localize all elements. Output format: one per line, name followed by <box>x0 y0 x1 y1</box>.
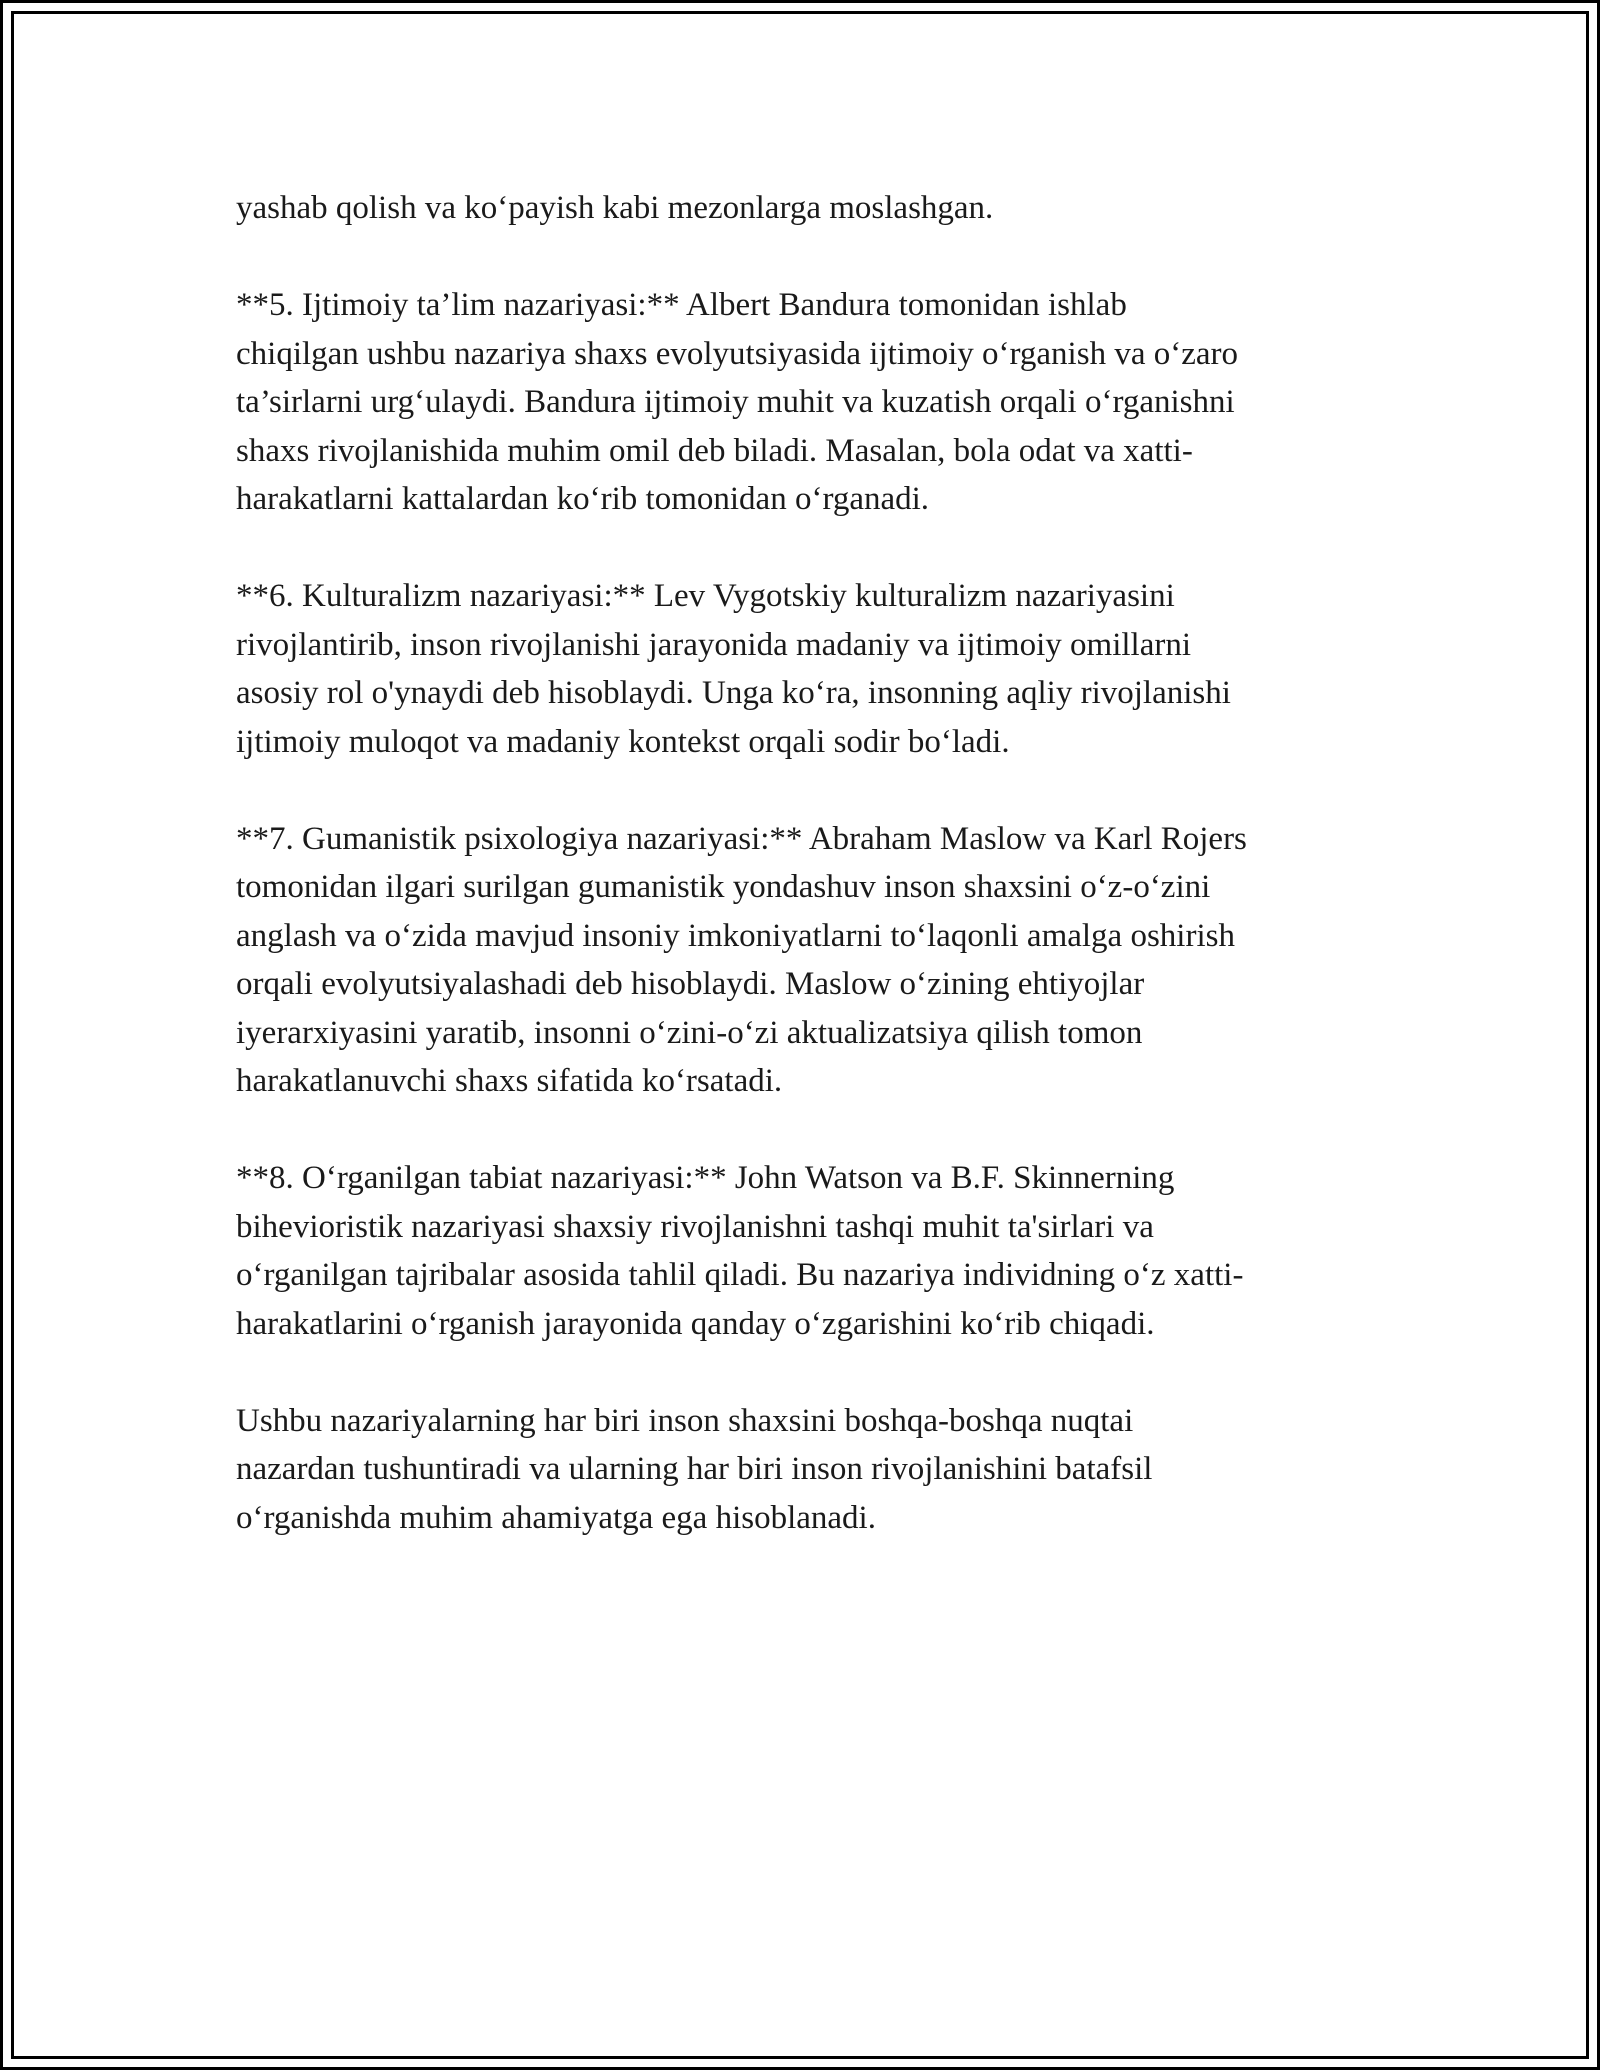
text-line: harakatlarini o‘rganish jarayonida qanday o‘zgarishini ko‘rib chiqadi. <box>236 1305 1155 1342</box>
paragraph-continuation <box>236 184 1376 233</box>
text-line: bihevioristik nazariyasi shaxsiy rivojlanishni tashqi muhit ta'sirlari va <box>236 1208 1154 1245</box>
text-line: **8. O‘rganilgan tabiat nazariyasi:** John Watson va B.F. Skinnerning <box>236 1160 1175 1196</box>
text-line: ijtimoiy muloqot va madaniy kontekst orqali sodir bo‘ladi. <box>236 723 1010 760</box>
text-line: chiqilgan ushbu nazariya shaxs evolyutsiyasida ijtimoiy o‘rganish va o‘zaro <box>236 335 1238 372</box>
text-line: o‘rganishda muhim ahamiyatga ega hisoblanadi. <box>236 1499 876 1536</box>
text-line: asosiy rol o'ynaydi deb hisoblaydi. Unga ko‘ra, insonning aqliy rivojlanishi <box>236 675 1231 711</box>
text-line: anglash va o‘zida mavjud insoniy imkoniyatlarni to‘laqonli amalga oshirish <box>236 917 1235 954</box>
paragraph-humanistic-psychology-theory <box>236 815 1376 1106</box>
paragraph-conclusion <box>236 1397 1376 1543</box>
text-line: harakatlanuvchi shaxs sifatida ko‘rsatadi. <box>236 1063 783 1099</box>
text-line: ta’sirlarni urg‘ulaydi. Bandura ijtimoiy muhit va kuzatish orqali o‘rganishni <box>236 384 1235 420</box>
paragraph-culturalism-theory <box>236 572 1376 766</box>
paragraph-social-learning-theory <box>236 281 1376 524</box>
text-line: **6. Kulturalizm nazariyasi:** Lev Vygotskiy kulturalizm nazariyasini <box>236 578 1175 614</box>
paragraph-learned-nature-theory <box>236 1154 1376 1348</box>
text-line: **7. Gumanistik psixologiya nazariyasi:** Abraham Maslow va Karl Rojers <box>236 820 1247 857</box>
text-line: iyerarxiyasini yaratib, insonni o‘zini-o‘zi aktualizatsiya qilish tomon <box>236 1014 1143 1051</box>
text-line: harakatlarni kattalardan ko‘rib tomonidan o‘rganadi. <box>236 481 930 517</box>
text-line: shaxs rivojlanishida muhim omil deb biladi. Masalan, bola odat va xatti- <box>236 432 1193 469</box>
text-line: o‘rganilgan tajribalar asosida tahlil qiladi. Bu nazariya individning o‘z xatti- <box>236 1257 1244 1293</box>
text-line: **5. Ijtimoiy ta’lim nazariyasi:** Albert Bandura tomonidan ishlab <box>236 287 1127 323</box>
text-line: rivojlantirib, inson rivojlanishi jarayonida madaniy va ijtimoiy omillarni <box>236 626 1192 663</box>
text-line: tomonidan ilgari surilgan gumanistik yondashuv inson shaxsini o‘z-o‘zini <box>236 869 1211 905</box>
text-line: orqali evolyutsiyalashadi deb hisoblaydi. Maslow o‘zining ehtiyojlar <box>236 966 1145 1002</box>
document-body <box>236 184 1376 1591</box>
text-line: nazardan tushuntiradi va ularning har biri inson rivojlanishini batafsil <box>236 1451 1153 1487</box>
text-line: yashab qolish va ko‘payish kabi mezonlarga moslashgan. <box>236 190 994 226</box>
text-line: Ushbu nazariyalarning har biri inson shaxsini boshqa-boshqa nuqtai <box>236 1402 1134 1439</box>
